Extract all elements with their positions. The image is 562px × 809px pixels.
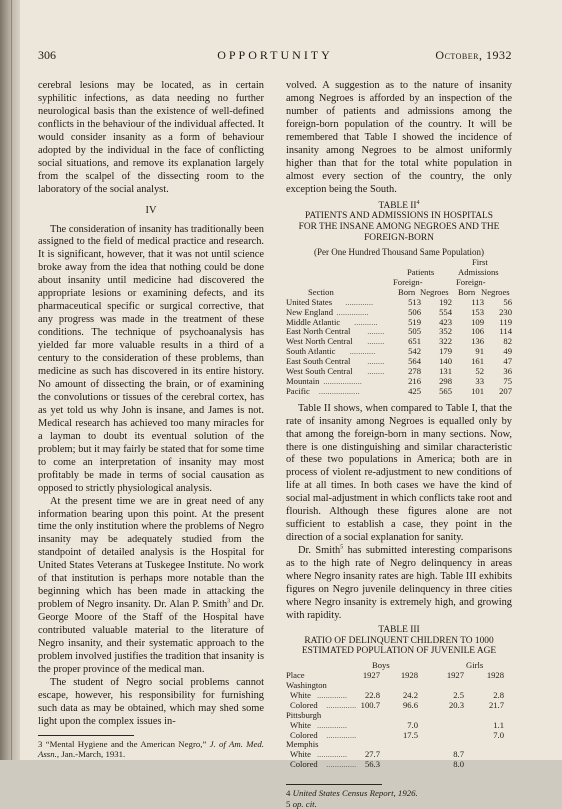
table2-section: East North Central: [286, 326, 351, 337]
table3-group: White: [290, 749, 311, 760]
table2-admissions-foreign-born: 101: [471, 385, 484, 396]
footnote-ref: 3: [227, 598, 231, 605]
table2-admissions-negroes: 47: [503, 356, 512, 367]
table3-boys-1928: 7.0: [407, 719, 418, 730]
footnote-tail: , Jan.-March, 1931.: [56, 749, 126, 760]
table3-city-row: [286, 711, 512, 721]
footnote: [286, 788, 512, 799]
table2-patients-foreign-born: 651: [408, 336, 421, 347]
table3-boys-1927: 56.3: [364, 759, 380, 770]
paragraph: [38, 496, 264, 677]
table2-head-born: Born: [458, 286, 476, 297]
table3-head-year: 1927: [446, 670, 464, 681]
table2-admissions-foreign-born: 109: [471, 316, 484, 327]
section-heading: IV: [145, 204, 157, 216]
table2-admissions-foreign-born: 106: [471, 326, 484, 337]
table3-girls-1927: 8.7: [453, 749, 464, 760]
leader-dots: ..............: [317, 720, 348, 730]
table2-section: New England: [286, 306, 334, 317]
table2-admissions-foreign-born: 52: [475, 366, 484, 376]
table2-patients-foreign-born: 542: [408, 346, 421, 357]
table3-title: [286, 625, 512, 657]
table3-head-girls: Girls: [466, 660, 484, 671]
leader-dots: ........: [367, 357, 385, 367]
footnote: [286, 799, 512, 809]
table3-row: [286, 691, 512, 701]
table2-admissions-negroes: 119: [499, 316, 512, 327]
table3-title-line: RATIO OF DELINQUENT CHILDREN TO 1000: [304, 635, 494, 646]
table2-admissions-negroes: 75: [503, 375, 512, 386]
leader-dots: ..............: [326, 700, 356, 710]
table2-footnote-ref: 4: [416, 199, 420, 206]
table3-girls-1928: 21.7: [488, 699, 504, 710]
table3-boys-1927: 22.8: [364, 689, 380, 700]
table2-title-line: FOREIGN-BORN: [364, 232, 434, 243]
running-header: [38, 48, 512, 64]
table2-admissions-negroes: 230: [499, 306, 512, 317]
table2-head-first: First: [472, 256, 488, 267]
right-column: [286, 80, 512, 809]
issue-date: October, 1932: [435, 48, 512, 62]
table3-boys-1928: 24.2: [402, 689, 418, 700]
table3-group: Colored: [290, 699, 318, 710]
leader-dots: ...............: [336, 307, 369, 317]
table2-patients-foreign-born: 216: [408, 375, 421, 386]
table3-title-line: ESTIMATED POPULATION OF JUVENILE AGE: [301, 646, 497, 657]
table2-head-section: Section: [308, 286, 334, 297]
leader-dots: ..............: [326, 760, 356, 770]
table2-patients-negroes: 554: [439, 306, 452, 317]
footnote-mark: 4: [286, 788, 291, 799]
table3-head-year: 1927: [362, 670, 380, 681]
table3-head-boys: Boys: [372, 660, 390, 671]
table2-admissions-foreign-born: 33: [475, 375, 484, 386]
table2-patients-negroes: 192: [439, 296, 452, 307]
paragraph: The consideration of insanity has traditionally been assigned to the field of medical practice and research. It is significant, however, that it was not until science broke away from the idea that nothing could be done about insanity until medicine had discovered the appropriate lesions or examining defects, and its pharmaceutical specific or surgical corrective, that any progress was made in the treatment of these conditions. The technique of psychoanalysis has yielded far more valuable results in a third of a century to the consideration of these problems, than medicine as such has discovered in its entire history. No amount of dissecting the brain, or of examining the convolutions or tissues of the cerebral cortex, has as yet told us why John is insane, and James is not. Medical research has achieved too many miracles for a layman to doubt its eventual solution of the problem; but it may fairly be stated that for some time to come an interpretation of insanity may most profitably be made in terms of social causation as opposed to strictly physiological analysis.: [38, 223, 264, 494]
leader-dots: .............: [345, 297, 374, 307]
table2-patients-foreign-born: 506: [408, 306, 421, 317]
paragraph-text: At the present time we are in great need of any information bearing upon this point. At the present time the only institution where the problems of Negro insanity may be adequately studied from the standpoint of detailed analysis is the Hospital for United States Veterans at Tuskegee Institute. No work of that institution is perhaps more notable than the beginning which has been made in attacking the problem of Negro insanity. Dr. Alan P. Smith: [38, 495, 264, 611]
footnote-rule: [38, 735, 134, 736]
table2-title-line: FOR THE INSANE AMONG NEGROES AND THE: [298, 222, 500, 233]
page-number: 306: [38, 48, 56, 62]
table3-group: Colored: [290, 759, 318, 770]
table2-patients-foreign-born: 278: [408, 366, 421, 376]
journal-name: OPPORTUNITY: [217, 48, 333, 62]
table2-patients-foreign-born: 513: [408, 296, 421, 307]
table2-head-negroes: Negroes: [481, 286, 510, 297]
leader-dots: ............: [349, 347, 376, 357]
table3-body: [286, 681, 512, 770]
leader-dots: ...........: [354, 317, 378, 327]
table2-patients-negroes: 179: [439, 346, 452, 357]
table2-head-foreign: Foreign-: [393, 276, 423, 287]
table3-boys-1928: 17.5: [402, 729, 418, 740]
paragraph-text: Dr. Smith: [298, 545, 341, 557]
table2-section: East South Central: [286, 356, 351, 367]
table2-head-admissions: Admissions: [458, 266, 499, 277]
table2-title-line: PATIENTS AND ADMISSIONS IN HOSPITALS: [305, 211, 493, 222]
paragraph-text: and Dr. George Moore of the Staff of the Hospital have contributed valuable material to the literature of Negro insanity, and their systematic approach to the problem involved justifies the tradition that insanity is the proper province of the medical man.: [38, 599, 264, 675]
table3: [286, 661, 512, 770]
table3-girls-1928: 1.1: [493, 719, 504, 730]
table2-patients-foreign-born: 425: [408, 385, 421, 396]
leader-dots: ..................: [323, 376, 362, 386]
table3-label: TABLE III: [378, 624, 420, 635]
paragraph: Table II shows, when compared to Table I, that the rate of insanity among Negroes is equalled only by that among the foreign-born in many sections. Now, there is one distinguishing and similar characteristic of these two populations in America; both are in process of violent re-adjustment to new conditions of life at all times. In both cases we have the kind of social mal-adjustment in which conflicts take root and flourish. Although these figures alone are not sufficient to establish a case, they point in the direction of a social explanation for sanity.: [286, 402, 512, 544]
leader-dots: ..............: [317, 750, 348, 760]
table2-head-negroes: Negroes: [420, 286, 449, 297]
table3-city: Memphis: [286, 739, 319, 750]
paragraph: The student of Negro social problems cannot escape, however, his responsibility for furnishing such data as may be obtained, which may shed some light upon the complex issues in-: [38, 676, 264, 727]
spine-crease: [11, 0, 12, 760]
leader-dots: ........: [367, 327, 385, 337]
table2-section: United States: [286, 296, 333, 307]
table2-patients-foreign-born: 519: [408, 316, 421, 327]
paragraph-text: has submitted interesting comparisons as to the high rate of Negro delinquency in areas where Negro insanity rates are high. Table III exhibits figures on Negro juvenile delinquency in three cities where Negro insanity is extremely high, and growing with rapidity.: [286, 545, 513, 621]
table3-row: [286, 750, 512, 760]
table3-girls-1927: 2.5: [453, 689, 464, 700]
footnote-journal: J. of Am. Med. Assn.: [38, 738, 265, 760]
footnote: [38, 739, 264, 760]
table2-admissions-negroes: 82: [503, 336, 512, 347]
table2-admissions-foreign-born: 153: [471, 306, 484, 317]
table3-city: Washington: [286, 680, 327, 691]
table2-section: West South Central: [286, 366, 353, 376]
table2-head-foreign: Foreign-: [456, 276, 486, 287]
table2-patients-negroes: 352: [439, 326, 452, 337]
footnote-rule: [286, 784, 382, 785]
table2-subtitle: (Per One Hundred Thousand Same Population): [313, 246, 485, 257]
table2-patients-negroes: 131: [439, 366, 452, 376]
table3-girls-1928: 7.0: [493, 729, 504, 740]
table2-patients-negroes: 423: [439, 316, 452, 327]
table3-row: [286, 760, 512, 770]
table3-header-row: [286, 661, 512, 671]
table2-admissions-foreign-born: 113: [471, 296, 484, 307]
leader-dots: ........: [367, 367, 385, 376]
book-spine: [0, 0, 20, 760]
left-column: [38, 80, 264, 760]
table3-row: [286, 721, 512, 731]
table2-admissions-foreign-born: 161: [471, 356, 484, 367]
footnote-mark: 3: [38, 738, 43, 749]
table2-admissions-negroes: 207: [499, 385, 512, 396]
table3-head-year: 1928: [400, 670, 418, 681]
journal-page: [20, 0, 562, 809]
table3-head-place: Place: [286, 670, 305, 681]
table3-group: White: [290, 719, 311, 730]
table2-patients-foreign-born: 564: [408, 356, 421, 367]
table2-admissions-negroes: 49: [503, 346, 512, 357]
leader-dots: ..............: [326, 730, 356, 740]
leader-dots: ........: [367, 337, 385, 347]
table2-section: West North Central: [286, 336, 353, 347]
footnote-mark: 5: [286, 798, 291, 809]
table3-girls-1927: 20.3: [448, 699, 464, 710]
footnote-text: United States Census Report, 1926.: [292, 788, 418, 799]
table3-city-row: [286, 681, 512, 691]
paragraph: [286, 545, 512, 623]
table3-city-row: [286, 740, 512, 750]
table2-label: TABLE II: [378, 200, 417, 211]
table2-admissions-negroes: 56: [503, 296, 512, 307]
table3-group: Colored: [290, 729, 318, 740]
table3-girls-1928: 2.8: [493, 689, 504, 700]
table2-section: Pacific: [286, 385, 310, 396]
table2-title: [286, 201, 512, 244]
table2-head-born: Born: [398, 286, 416, 297]
table2-admissions-negroes: 114: [499, 326, 512, 337]
table3-girls-1927: 8.0: [453, 759, 464, 770]
table2-patients-negroes: 322: [439, 336, 452, 347]
table2-admissions-foreign-born: 91: [475, 346, 484, 357]
table2-body: [286, 298, 512, 397]
table3-city: Pittsburgh: [286, 709, 322, 720]
paragraph: cerebral lesions may be located, as in certain syphilitic infections, as data needing no further neurological basis than the existence of well-defined conflicts in the behaviour of the individual affected. It would consider insanity as a form of behaviour adopted by the individual in the face of conflicting social situations, and remove its explanation largely from the scalpel of the dissecting room to the laboratory of the social analyst.: [38, 80, 264, 195]
table3-boys-1927: 27.7: [364, 749, 380, 760]
table3-boys-1928: 96.6: [402, 699, 418, 710]
table2-section: Mountain: [286, 375, 320, 386]
table2: [286, 258, 512, 397]
table2-patients-negroes: 140: [439, 356, 452, 367]
table2-patients-negroes: 298: [439, 375, 452, 386]
table3-head-year: 1928: [486, 670, 504, 681]
footnote-text: “Mental Hygiene and the American Negro,”: [42, 738, 210, 749]
footnote-ref: 5: [340, 544, 344, 551]
table2-row: [286, 387, 512, 397]
leader-dots: ..............: [317, 690, 348, 700]
footnote-text: op. cit.: [292, 798, 317, 809]
paragraph: volved. A suggestion as to the nature of insanity among Negroes is afforded by an inspection of the number of patients and admissions among the foreign-born population of the country. It will be remembered that Table I showed the incidence of insanity among Negroes to be almost uniformly higher than that for the total white population in almost every section of the country, the only exception being the South.: [286, 80, 512, 195]
table2-admissions-foreign-born: 136: [471, 336, 484, 347]
table2-section: Middle Atlantic: [286, 316, 341, 327]
table2-patients-foreign-born: 505: [408, 326, 421, 337]
table3-group: White: [290, 689, 311, 700]
table2-patients-negroes: 565: [439, 385, 452, 396]
table3-row: [286, 731, 512, 741]
table2-section: South Atlantic: [286, 346, 336, 357]
leader-dots: ...................: [318, 386, 360, 396]
table2-admissions-negroes: 36: [503, 366, 512, 376]
table3-boys-1927: 100.7: [360, 699, 380, 710]
table2-head-patients: Patients: [407, 266, 435, 277]
